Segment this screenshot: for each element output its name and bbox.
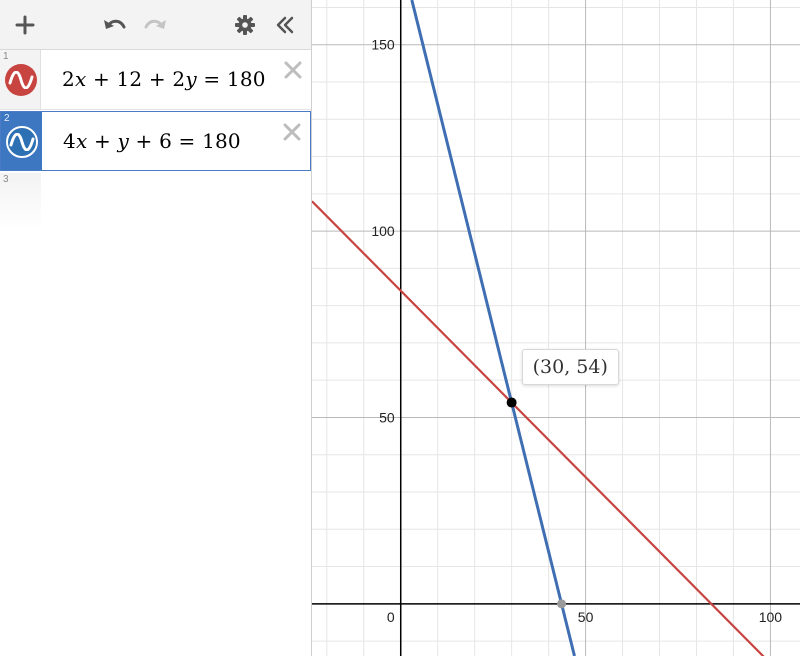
expression-list-panel (0, 0, 312, 656)
add-item-button[interactable] (10, 10, 40, 40)
expression-tab[interactable] (0, 173, 41, 231)
plus-icon (14, 14, 36, 36)
expression-index: 2 (4, 113, 10, 124)
expression-item-3[interactable] (0, 173, 311, 231)
expression-input[interactable]: 4x + y + 6 = 180 (63, 129, 241, 153)
graph-canvas[interactable] (312, 0, 800, 656)
x-tick-label: 0 (386, 608, 395, 625)
intersection-point (507, 398, 517, 408)
expression-tab[interactable] (1, 112, 42, 170)
undo-button[interactable] (100, 10, 130, 40)
settings-button[interactable] (230, 10, 260, 40)
redo-button[interactable] (140, 10, 170, 40)
expression-item-1[interactable] (0, 50, 311, 110)
collapse-panel-button[interactable] (270, 10, 300, 40)
point-coordinate-label[interactable]: (30, 54) (522, 349, 619, 385)
expression-tab[interactable] (0, 50, 41, 109)
y-tick-label: 100 (371, 223, 395, 240)
delete-expression-button[interactable] (280, 120, 304, 144)
y-tick-label: 50 (379, 409, 395, 426)
wave-icon[interactable] (5, 64, 37, 96)
x-intercept-point (557, 599, 566, 608)
redo-icon (142, 14, 168, 36)
line-series-1 (312, 201, 800, 656)
delete-expression-button[interactable] (281, 58, 305, 82)
expression-input[interactable]: 2x + 12 + 2y = 180 (62, 67, 266, 91)
expression-item-2[interactable] (0, 111, 311, 171)
y-tick-label: 150 (371, 36, 395, 53)
gear-icon (234, 14, 256, 36)
expression-toolbar (0, 0, 311, 50)
wave-icon[interactable] (6, 126, 38, 158)
x-tick-label: 100 (758, 608, 783, 625)
expression-index: 3 (3, 174, 9, 185)
graph-plot[interactable] (312, 0, 800, 656)
x-tick-label: 50 (577, 608, 594, 625)
close-icon (281, 58, 305, 82)
undo-icon (102, 14, 128, 36)
double-chevron-left-icon (274, 14, 296, 36)
expression-index: 1 (3, 51, 9, 62)
close-icon (280, 120, 304, 144)
